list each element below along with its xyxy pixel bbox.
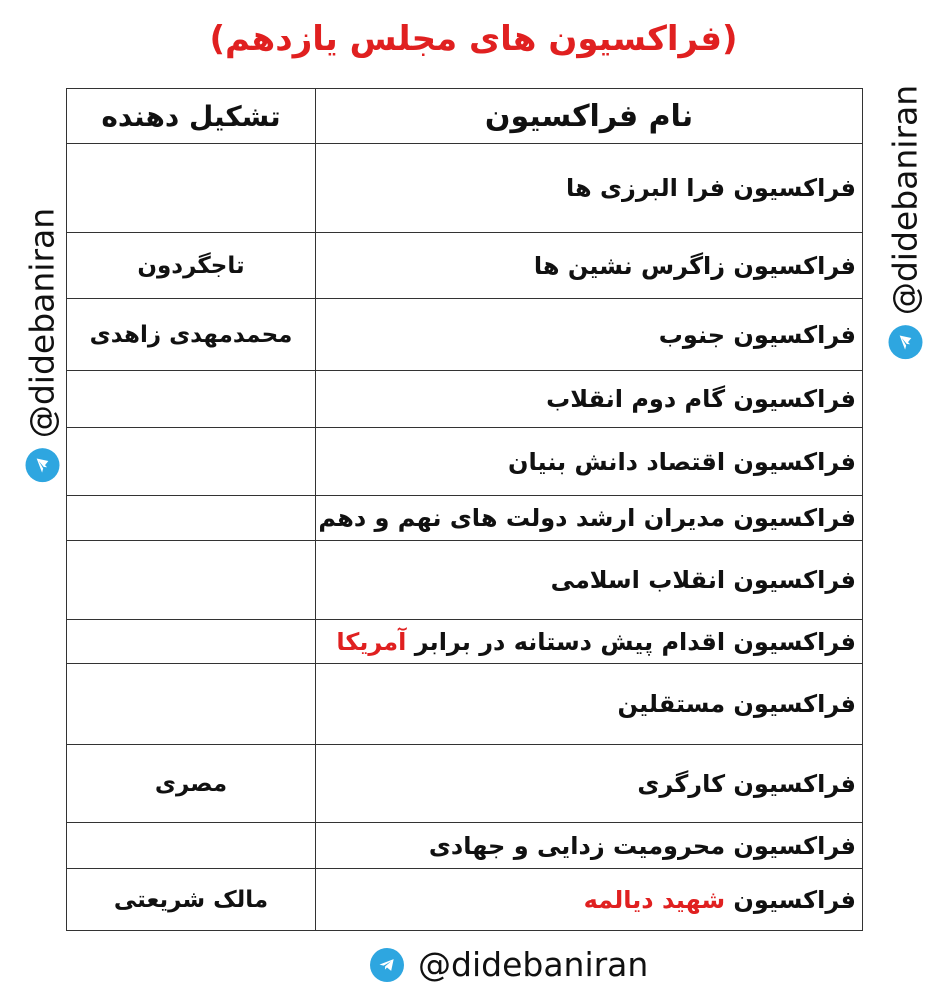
watermark-right [886,85,925,359]
watermark-handle: @didebaniran [22,207,62,439]
fraction-name: فراکسیون زاگرس نشین ها [533,251,856,280]
table-row [67,822,862,868]
founder-name [67,496,316,540]
fraction-name-text: فراکسیون اقدام پیش دستانه در برابر [414,627,856,656]
founder-name: مصری [67,745,316,822]
watermark-handle: @didebaniran [418,945,649,984]
fraction-name: فراکسیون انقلاب اسلامی [550,566,856,594]
watermark-bottom [370,945,648,984]
founder-name [67,144,316,232]
table-row [67,744,862,822]
fraction-name-highlight: شهید دیالمه [583,885,726,914]
fraction-name: فراکسیون محرومیت زدایی و جهادی [428,831,856,860]
table-row [67,495,862,540]
table-row [67,619,862,663]
fraction-name: فراکسیون فرا البرزی ها [566,174,856,202]
table-header-row [67,89,862,143]
watermark-left [23,208,62,482]
fraction-name-highlight: آمریکا [336,627,407,656]
founder-name [67,428,316,495]
founder-name: مالک شریعتی [67,869,316,930]
table-row [67,663,862,744]
fraction-name-text: فراکسیون [733,885,856,914]
table-row [67,370,862,427]
founder-name: محمدمهدی زاهدی [67,299,316,370]
fraction-name [316,620,862,663]
founder-name [67,371,316,427]
telegram-icon [25,448,59,482]
founder-name [67,620,316,663]
page-title: (فراکسیون های مجلس یازدهم) [209,19,738,59]
founder-name [67,664,316,744]
fraction-name [316,869,862,930]
fraction-name: فراکسیون کارگری [637,769,856,798]
founder-name [67,823,316,868]
table-row [67,540,862,619]
table-row [67,298,862,370]
header-name: نام فراکسیون [484,98,694,134]
table-row [67,143,862,232]
fraction-name: فراکسیون گام دوم انقلاب [546,385,856,413]
fraction-name: فراکسیون مستقلین [617,690,856,718]
telegram-icon [888,325,922,359]
fraction-table [66,88,863,931]
table-row [67,868,862,930]
fraction-name: فراکسیون اقتصاد دانش بنیان [508,447,856,476]
fraction-name: فراکسیون مدیران ارشد دولت های نهم و دهم [318,504,856,532]
table-row [67,232,862,298]
fraction-name: فراکسیون جنوب [658,320,856,349]
table-row [67,427,862,495]
watermark-handle: @didebaniran [885,84,925,316]
founder-name [67,541,316,619]
telegram-icon [370,948,404,982]
header-founder: تشکیل دهنده [67,89,316,143]
founder-name: تاجگردون [67,233,316,298]
